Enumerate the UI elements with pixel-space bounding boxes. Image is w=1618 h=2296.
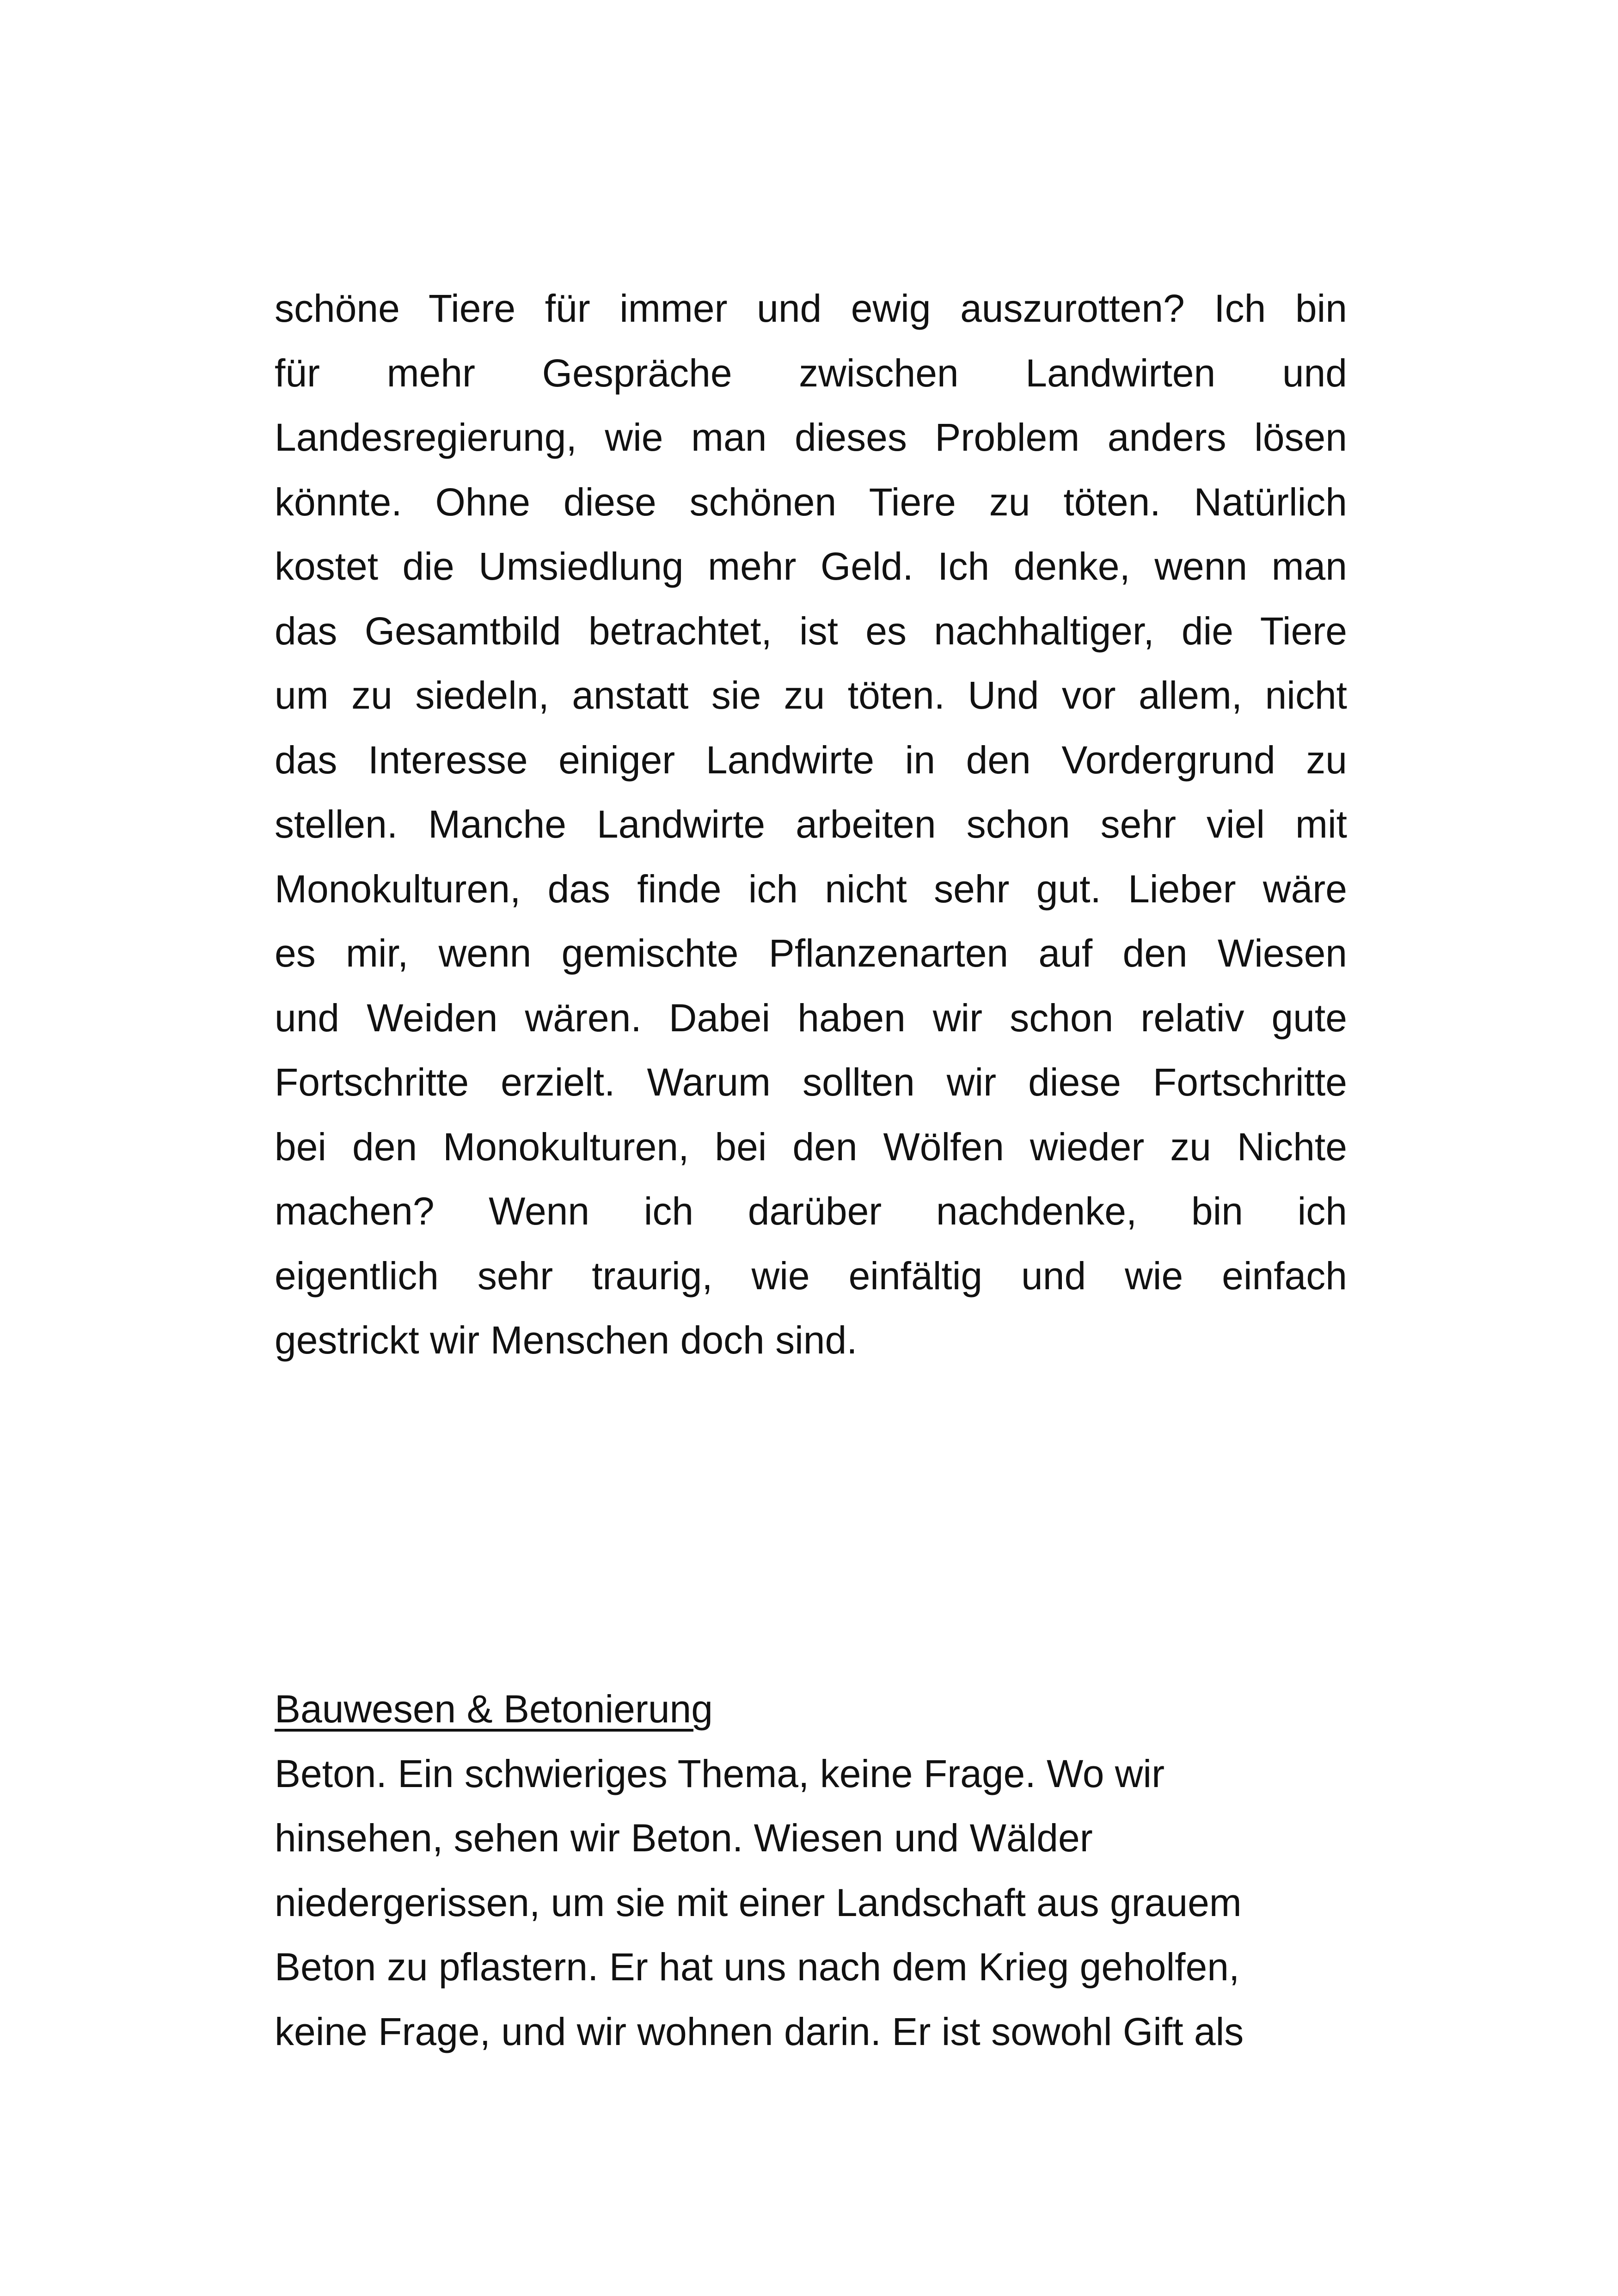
paragraph-line: stellen. Manche Landwirte arbeiten schon sehr viel mit — [275, 802, 1347, 846]
paragraph-line: kostet die Umsiedlung mehr Geld. Ich denke, wenn man — [275, 545, 1347, 588]
section-heading-line — [275, 1677, 1347, 1742]
paragraph-line: das Interesse einiger Landwirte in den Vordergrund zu — [275, 738, 1347, 782]
paragraph-line: und Weiden wären. Dabei haben wir schon relativ gute — [275, 996, 1347, 1040]
paragraph-line: eigentlich sehr traurig, wie einfältig und wie einfach — [275, 1254, 1347, 1298]
paragraph-line: Monokulturen, das finde ich nicht sehr gut. Lieber wäre — [275, 867, 1347, 911]
paragraph-line: bei den Monokulturen, bei den Wölfen wieder zu Nichte — [275, 1125, 1347, 1169]
paragraph-line: niedergerissen, um sie mit einer Landschaft aus grauem — [275, 1880, 1242, 1924]
paragraph-line: hinsehen, sehen wir Beton. Wiesen und Wälder — [275, 1816, 1093, 1860]
paragraph-line: Landesregierung, wie man dieses Problem anders lösen — [275, 416, 1347, 459]
paragraph-line: das Gesamtbild betrachtet, ist es nachhaltiger, die Tiere — [275, 609, 1347, 653]
paragraph-line: Beton. Ein schwieriges Thema, keine Frage. Wo wir — [275, 1751, 1165, 1795]
section-concrete — [275, 1677, 1347, 2064]
paragraph-line: für mehr Gespräche zwischen Landwirten und — [275, 351, 1347, 395]
paragraph-line: es mir, wenn gemischte Pflanzenarten auf den Wiesen — [275, 931, 1347, 975]
paragraph-line: könnte. Ohne diese schönen Tiere zu töten. Natürlich — [275, 480, 1347, 524]
paragraph-line: gestrickt wir Menschen doch sind. — [275, 1318, 858, 1362]
paragraph-line: schöne Tiere für immer und ewig auszurotten? Ich bin — [275, 287, 1347, 330]
paragraph-line: um zu siedeln, anstatt sie zu töten. Und vor allem, nicht — [275, 673, 1347, 717]
paragraph-line: Fortschritte erzielt. Warum sollten wir diese Fortschritte — [275, 1060, 1347, 1104]
paragraph-line: Beton zu pflastern. Er hat uns nach dem Krieg geholfen, — [275, 1945, 1240, 1989]
paragraph-line: keine Frage, und wir wohnen darin. Er ist sowohl Gift als — [275, 2009, 1244, 2053]
paragraph-line: machen? Wenn ich darüber nachdenke, bin ich — [275, 1189, 1347, 1233]
paragraph-wolves-farmers — [275, 276, 1347, 1373]
section-heading: Bauwesen & Betonierung — [275, 1687, 713, 1731]
